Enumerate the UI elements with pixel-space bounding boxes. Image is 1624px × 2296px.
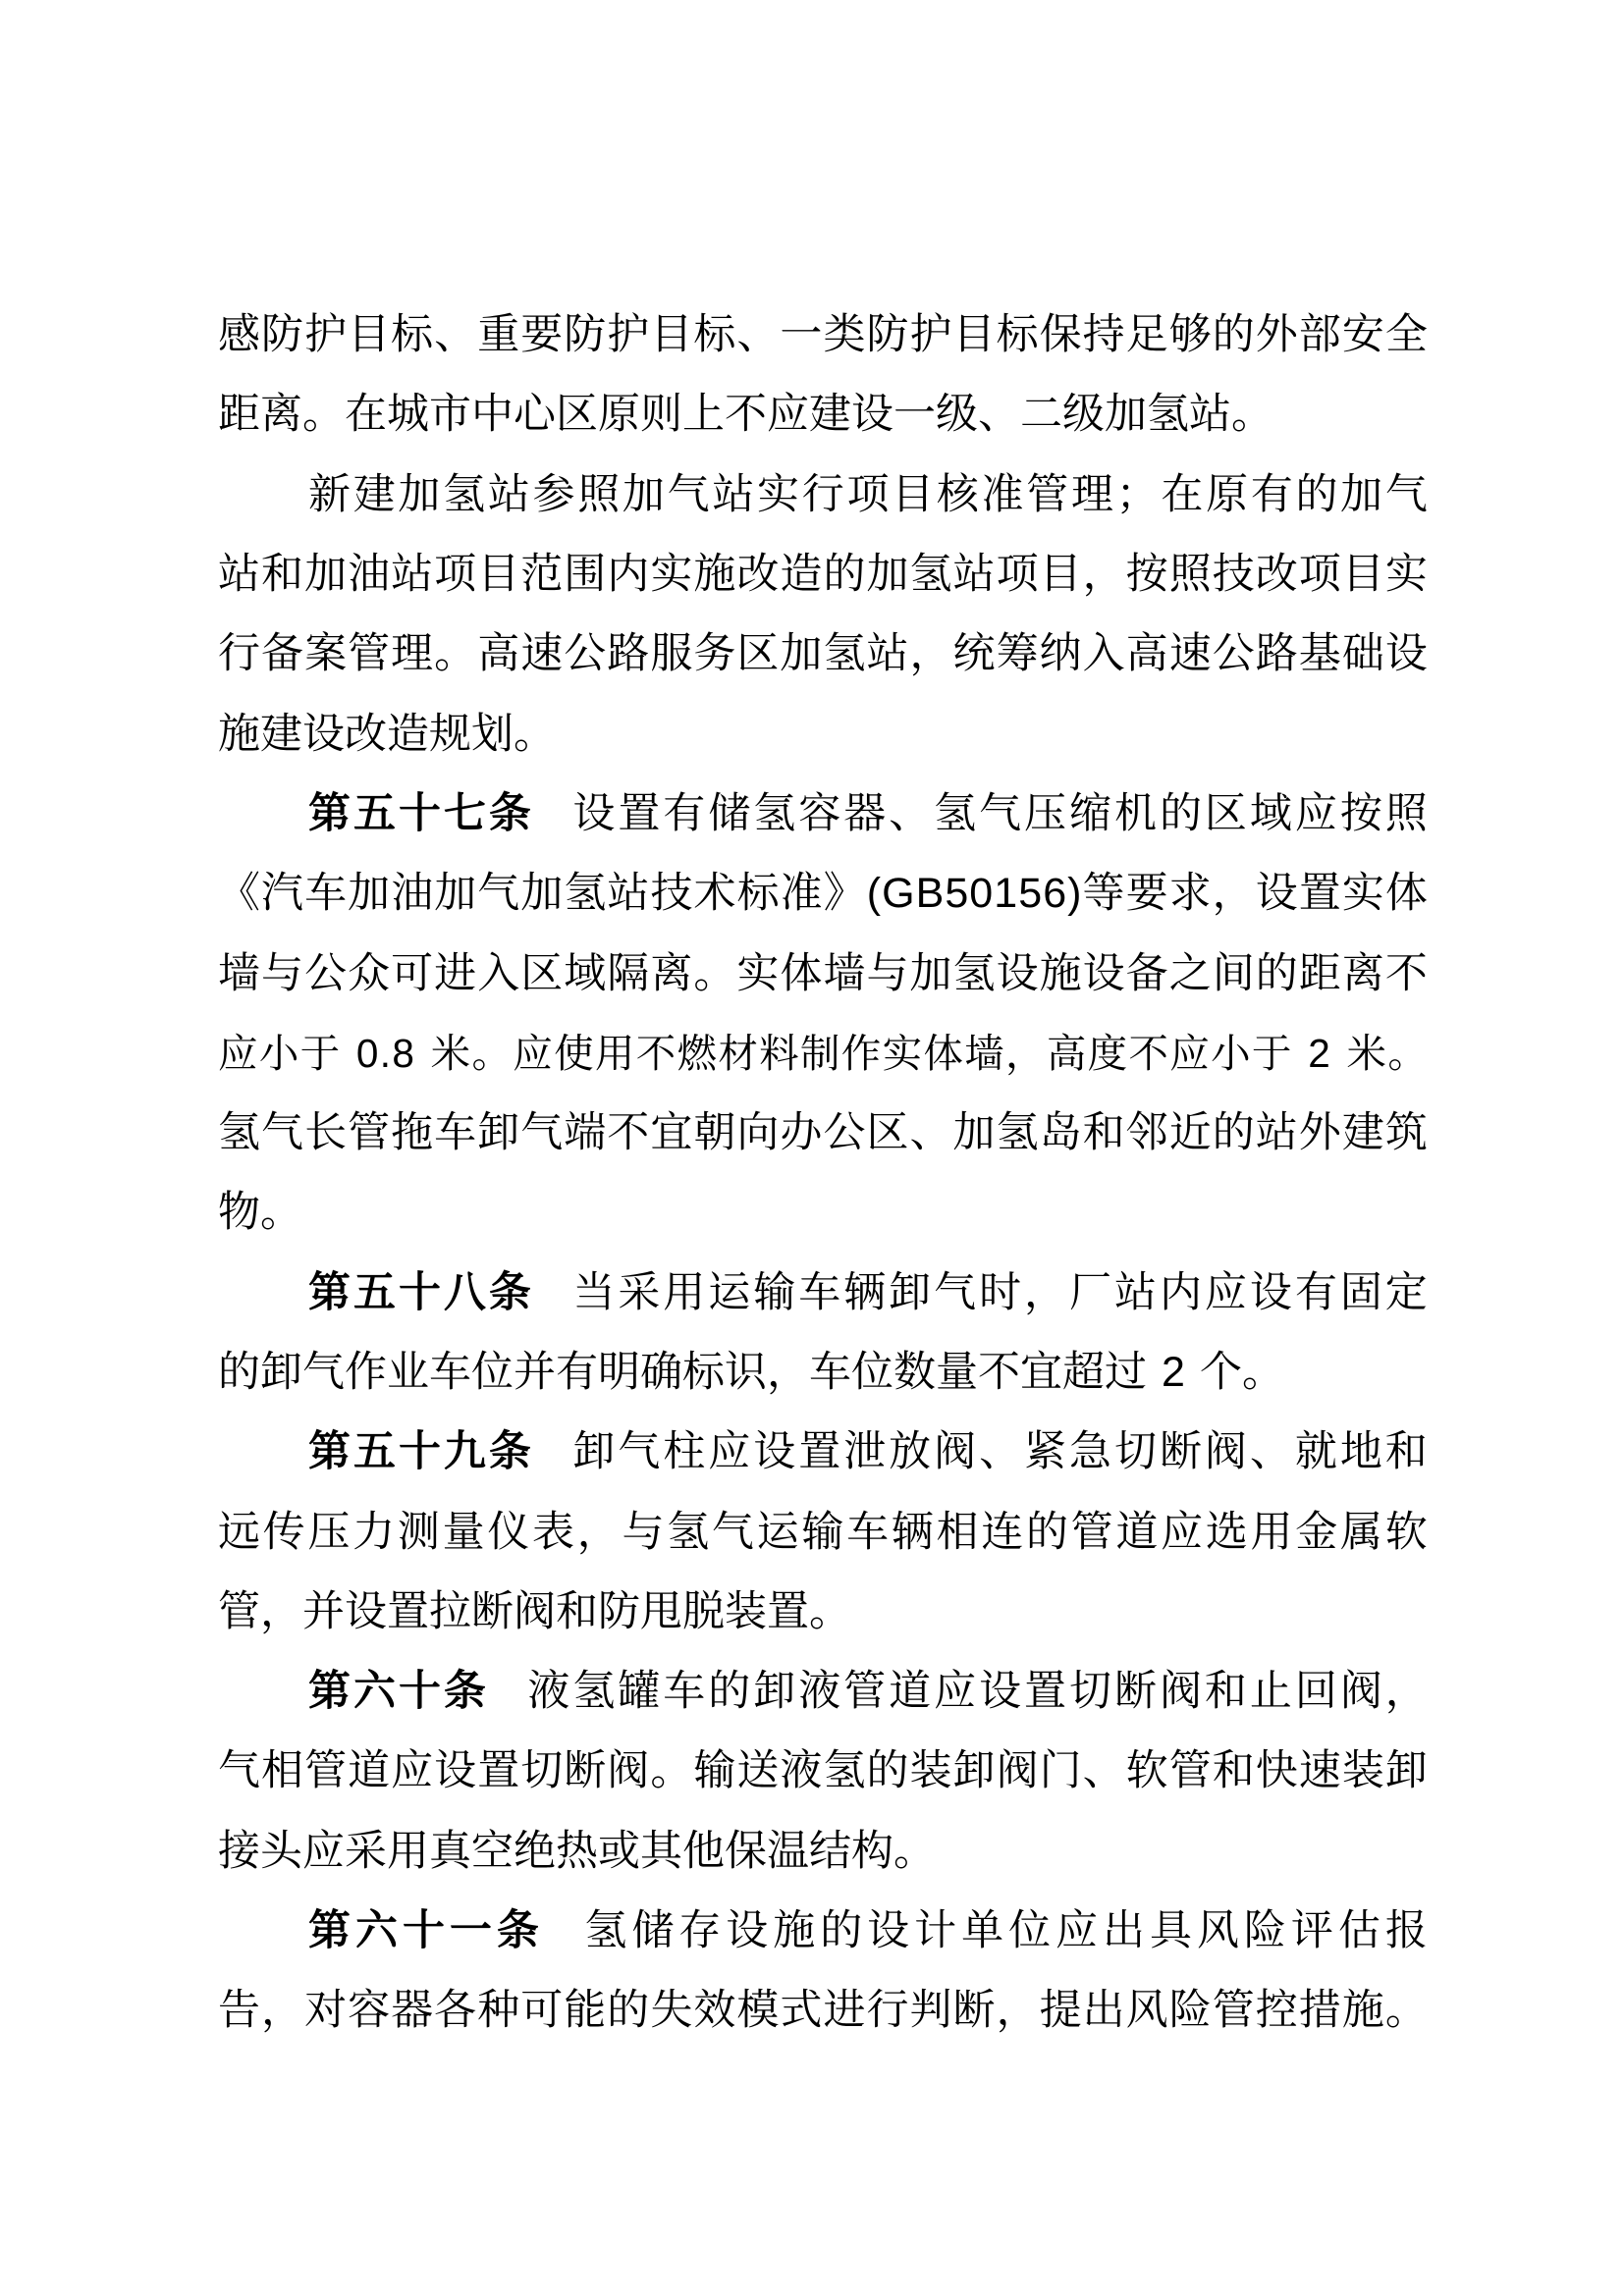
document-text [218, 295, 1428, 2052]
article-paragraph [218, 1652, 1428, 1892]
text-line: 接 头 应 采 用 真 空 绝 热 或 其 他 保 温 结 构 。 [218, 1827, 936, 1875]
article-paragraph [218, 1254, 1428, 1414]
article-heading-line: 第 五 十 八 条 当 采 用 运 输 车 辆 卸 气 时 ， 厂 站 内 应 设 有 固 定 [308, 1268, 1428, 1316]
text-line: 应 小 于 0 . 8 米 。 应 使 用 不 燃 材 料 制 作 实 体 墙 ， 高 度 不 应 小 于 2 米 。 [218, 1031, 1428, 1077]
text-line: 站 和 加 油 站 项 目 范 围 内 实 施 改 造 的 加 氢 站 项 目 ， 按 照 技 改 项 目 实 [218, 551, 1428, 599]
text-line: 行 备 案 管 理 。 高 速 公 路 服 务 区 加 氢 站 ， 统 筹 纳 入 高 速 公 路 基 础 设 [218, 630, 1428, 678]
text-line: 新 建 加 氢 站 参 照 加 气 站 实 行 项 目 核 准 管 理 ； 在 原 有 的 加 气 [308, 470, 1428, 518]
text-line: 远 传 压 力 测 量 仪 表 ， 与 氢 气 运 输 车 辆 相 连 的 管 道 应 选 用 金 属 软 [218, 1508, 1428, 1556]
text-line: 告 ， 对 容 器 各 种 可 能 的 失 效 模 式 进 行 判 断 ， 提 出 风 险 管 控 措 施 。 [218, 1987, 1428, 2035]
text-line: 气 相 管 道 应 设 置 切 断 阀 。 输 送 液 氢 的 装 卸 阀 门 、 软 管 和 快 速 装 卸 [218, 1747, 1428, 1795]
text-line: 《 汽 车 加 油 加 气 加 氢 站 技 术 标 准 》 ( G B 5 0 1 5 6 ) 等 要 求 ， 设 置 实 体 [218, 870, 1428, 918]
text-line: 施 建 设 改 造 规 划 。 [218, 710, 556, 758]
article-heading-line: 第 六 十 条 液 氢 罐 车 的 卸 液 管 道 应 设 置 切 断 阀 和 止 回 阀 ， [308, 1668, 1428, 1716]
text-line: 距 离 。 在 城 市 中 心 区 原 则 上 不 应 建 设 一 级 、 二 级 加 氢 站 。 [218, 391, 1273, 439]
article-heading-line: 第 六 十 一 条 氢 储 存 设 施 的 设 计 单 位 应 出 具 风 险 评 估 报 [308, 1907, 1428, 1955]
article-paragraph [218, 1892, 1428, 2052]
body-paragraph [218, 295, 1428, 455]
body-paragraph [218, 455, 1428, 774]
text-line: 氢 气 长 管 拖 车 卸 气 端 不 宜 朝 向 办 公 区 、 加 氢 岛 和 邻 近 的 站 外 建 筑 [218, 1109, 1428, 1157]
text-line: 感 防 护 目 标 、 重 要 防 护 目 标 、 一 类 防 护 目 标 保 持 足 够 的 外 部 安 全 [218, 311, 1428, 359]
text-line: 墙 与 公 众 可 进 入 区 域 隔 离 。 实 体 墙 与 加 氢 设 施 设 备 之 间 的 距 离 不 [218, 949, 1428, 997]
article-paragraph [218, 1413, 1428, 1652]
text-line: 物 。 [218, 1189, 302, 1237]
text-line: 管 ， 并 设 置 拉 断 阀 和 防 甩 脱 装 置 。 [218, 1587, 851, 1635]
article-paragraph [218, 774, 1428, 1254]
article-heading-line: 第 五 十 九 条 卸 气 柱 应 设 置 泄 放 阀 、 紧 急 切 断 阀 、 就 地 和 [308, 1428, 1428, 1476]
text-line: 的 卸 气 作 业 车 位 并 有 明 确 标 识 ， 车 位 数 量 不 宜 超 过 2 个 。 [218, 1349, 1285, 1396]
article-heading-line: 第 五 十 七 条 设 置 有 储 氢 容 器 、 氢 气 压 缩 机 的 区 域 应 按 照 [308, 789, 1428, 837]
